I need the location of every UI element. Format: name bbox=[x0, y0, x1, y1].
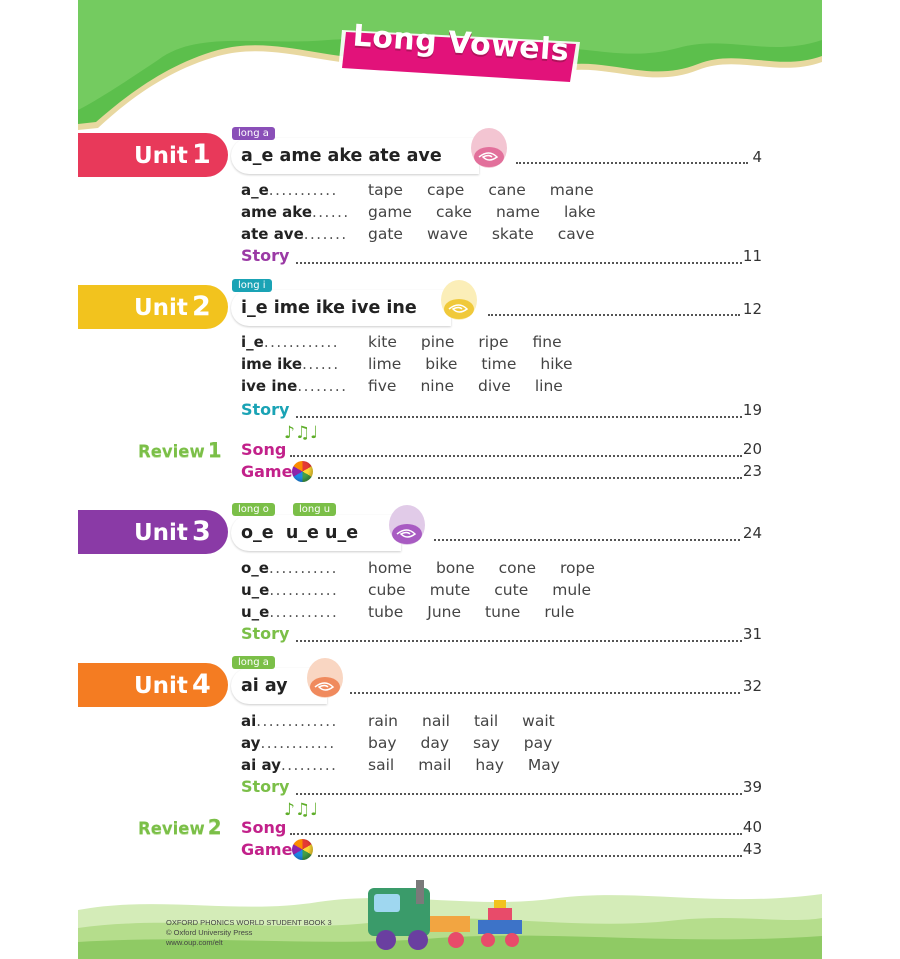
unit-4-story[interactable]: Story bbox=[241, 777, 290, 796]
unit-3-row-2-words: cube mute cute mule bbox=[368, 581, 592, 599]
review-1-song[interactable]: Song bbox=[241, 440, 287, 459]
unit-3-row-3: u_e........... bbox=[241, 603, 339, 621]
review-2-game-page: 43 bbox=[742, 840, 762, 858]
unit-2-row-2-words: lime bike time hike bbox=[368, 355, 573, 373]
unit-1-row-1: a_e........... bbox=[241, 181, 338, 199]
unit-4-row-2-words: bay day say pay bbox=[368, 734, 553, 752]
unit-4-label: Unit 4 bbox=[134, 669, 211, 700]
unit-3-row-1: o_e........... bbox=[241, 559, 338, 577]
unit-1-story[interactable]: Story bbox=[241, 246, 290, 265]
review-1-label: Review 1 bbox=[138, 438, 222, 462]
scroll-roll-icon bbox=[302, 655, 348, 701]
unit-3-tag-long-u: long u bbox=[293, 503, 336, 516]
unit-4-title: ai ay bbox=[241, 676, 288, 696]
unit-3-story-leader bbox=[296, 628, 742, 642]
unit-4-story-leader bbox=[296, 781, 742, 795]
review-2-game[interactable]: Game bbox=[241, 840, 293, 859]
game-ball-icon bbox=[292, 839, 313, 860]
unit-2-label: Unit 2 bbox=[134, 291, 211, 322]
review-2-song-page: 40 bbox=[742, 818, 762, 836]
review-2-game-leader bbox=[318, 843, 742, 857]
music-notes-icon: ♪♫♩ bbox=[284, 423, 319, 443]
unit-1-story-page: 11 bbox=[742, 247, 762, 265]
unit-4-leader bbox=[350, 680, 740, 694]
unit-3-leader bbox=[434, 527, 740, 541]
review-2-label: Review 2 bbox=[138, 815, 222, 839]
unit-4-story-page: 39 bbox=[742, 778, 762, 796]
unit-3-label: Unit 3 bbox=[134, 516, 211, 547]
unit-2-title: i_e ime ike ive ine bbox=[241, 298, 417, 318]
game-ball-icon bbox=[292, 461, 313, 482]
scroll-roll-icon bbox=[466, 125, 512, 171]
unit-4-row-3: ai ay......... bbox=[241, 756, 338, 774]
unit-3-row-3-words: tube June tune rule bbox=[368, 603, 575, 621]
unit-2-row-3-words: five nine dive line bbox=[368, 377, 563, 395]
unit-4-page: 32 bbox=[742, 677, 762, 695]
unit-2-leader bbox=[488, 302, 740, 316]
unit-2-row-1-words: kite pine ripe fine bbox=[368, 333, 562, 351]
unit-2-row-3: ive ine........ bbox=[241, 377, 348, 395]
unit-2-story-page: 19 bbox=[742, 401, 762, 419]
unit-2-tag-long-i: long i bbox=[232, 279, 272, 292]
review-2-song[interactable]: Song bbox=[241, 818, 287, 837]
unit-1-row-2-words: game cake name lake bbox=[368, 203, 596, 221]
review-1-song-page: 20 bbox=[742, 440, 762, 458]
review-1-game-leader bbox=[318, 465, 742, 479]
review-1-game[interactable]: Game bbox=[241, 462, 293, 481]
unit-3-title: o_e u_e u_e bbox=[241, 523, 359, 543]
page-title: Long Vowels bbox=[351, 18, 571, 69]
review-1-song-leader bbox=[290, 443, 742, 457]
unit-2-page: 12 bbox=[742, 300, 762, 318]
unit-4-row-2: ay............ bbox=[241, 734, 336, 752]
footer-copyright: © Oxford University Press bbox=[166, 928, 253, 937]
unit-4-tag-long-a: long a bbox=[232, 656, 275, 669]
unit-3-row-1-words: home bone cone rope bbox=[368, 559, 595, 577]
unit-3-page: 24 bbox=[742, 524, 762, 542]
toc-page bbox=[78, 0, 822, 959]
unit-1-leader bbox=[516, 150, 748, 164]
unit-3-story-page: 31 bbox=[742, 625, 762, 643]
unit-4-row-1-words: rain nail tail wait bbox=[368, 712, 555, 730]
footer-url[interactable]: www.oup.com/elt bbox=[166, 938, 223, 947]
unit-1-row-1-words: tape cape cane mane bbox=[368, 181, 594, 199]
unit-2-story-leader bbox=[296, 404, 742, 418]
unit-4-row-3-words: sail mail hay May bbox=[368, 756, 560, 774]
unit-2-story[interactable]: Story bbox=[241, 400, 290, 419]
unit-3-row-2: u_e........... bbox=[241, 581, 339, 599]
unit-3-story[interactable]: Story bbox=[241, 624, 290, 643]
unit-4-row-1: ai............. bbox=[241, 712, 338, 730]
scroll-roll-icon bbox=[436, 277, 482, 323]
unit-1-story-leader bbox=[296, 250, 742, 264]
review-2-song-leader bbox=[290, 821, 742, 835]
unit-1-row-3: ate ave....... bbox=[241, 225, 348, 243]
unit-1-tag-long-a: long a bbox=[232, 127, 275, 140]
unit-1-title: a_e ame ake ate ave bbox=[241, 146, 442, 166]
unit-3-tag-long-o: long o bbox=[232, 503, 275, 516]
unit-1-label: Unit 1 bbox=[134, 139, 211, 170]
unit-1-row-2: ame ake...... bbox=[241, 203, 350, 221]
unit-1-page: 4 bbox=[752, 148, 762, 166]
review-1-game-page: 23 bbox=[742, 462, 762, 480]
unit-1-row-3-words: gate wave skate cave bbox=[368, 225, 595, 243]
unit-2-row-2: ime ike...... bbox=[241, 355, 340, 373]
footer-book-title: OXFORD PHONICS WORLD STUDENT BOOK 3 bbox=[166, 918, 332, 927]
music-notes-icon: ♪♫♩ bbox=[284, 800, 319, 820]
unit-2-row-1: i_e............ bbox=[241, 333, 340, 351]
scroll-roll-icon bbox=[384, 502, 430, 548]
